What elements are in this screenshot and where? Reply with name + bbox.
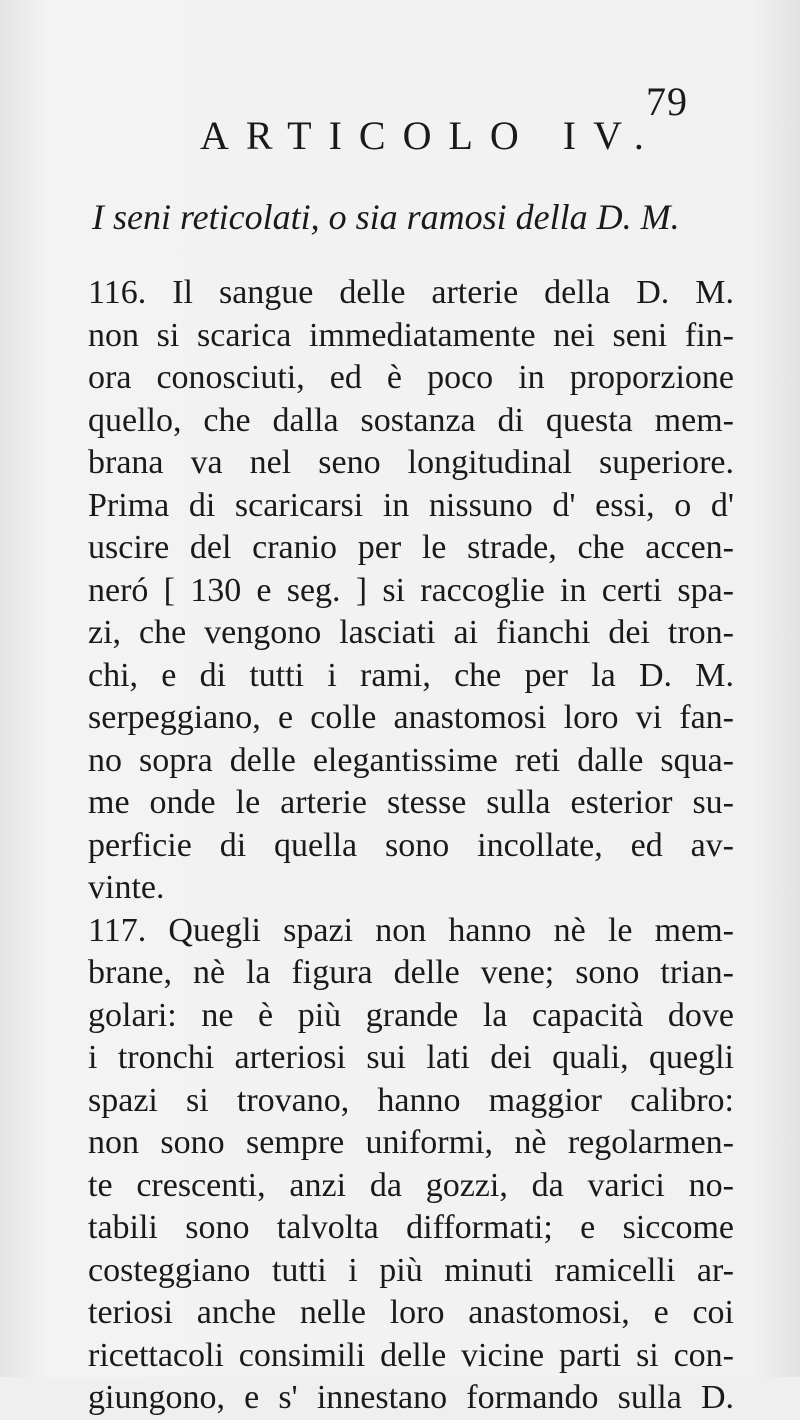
text-line: 116. Il sangue delle arterie della D. M. bbox=[88, 274, 734, 311]
text-line: me onde le arterie stesse sulla esterior su- bbox=[88, 784, 734, 821]
page-number: 79 bbox=[646, 79, 688, 124]
text-line: zi, che vengono lasciati ai fianchi dei tron- bbox=[88, 614, 734, 651]
text-line: ora conosciuti, ed è poco in proporzione bbox=[88, 359, 734, 396]
text-line: non sono sempre uniformi, nè regolarmen- bbox=[88, 1124, 734, 1161]
article-title: ARTICOLO IV. bbox=[200, 113, 661, 158]
body-text bbox=[88, 272, 734, 1420]
paragraph-116 bbox=[88, 272, 734, 910]
text-line: 117. Quegli spazi non hanno nè le mem- bbox=[88, 911, 734, 949]
text-line: quello, che dalla sostanza di questa mem- bbox=[88, 401, 734, 439]
text-line: non si scarica immediatamente nei seni fin- bbox=[88, 316, 734, 354]
paragraph-117 bbox=[88, 910, 734, 1420]
text-line: vinte. bbox=[88, 869, 165, 906]
text-line: neró [ 130 e seg. ] si raccoglie in certi spa- bbox=[88, 571, 734, 609]
article-subtitle: I seni reticolati, o sia ramosi della D. M. bbox=[92, 197, 680, 237]
text-line: i tronchi arteriosi sui lati dei quali, quegli bbox=[88, 1039, 734, 1076]
text-line: ricettacoli consimili delle vicine parti si con- bbox=[88, 1336, 734, 1374]
text-line: teriosi anche nelle loro anastomosi, e coi bbox=[88, 1294, 734, 1331]
text-line: brane, nè la figura delle vene; sono trian- bbox=[88, 954, 734, 991]
text-line: brana va nel seno longitudinal superiore. bbox=[88, 444, 734, 481]
text-line: uscire del cranio per le strade, che accen- bbox=[88, 529, 734, 566]
text-line: costeggiano tutti i più minuti ramicelli ar- bbox=[88, 1251, 734, 1289]
text-line: giungono, e s' innestano formando sulla D. bbox=[88, 1379, 734, 1416]
text-line: Prima di scaricarsi in nissuno d' essi, o d' bbox=[88, 486, 734, 524]
text-line: golari: ne è più grande la capacità dove bbox=[88, 996, 734, 1034]
text-line: tabili sono talvolta difformati; e siccome bbox=[88, 1209, 734, 1246]
text-line: serpeggiano, e colle anastomosi loro vi fan- bbox=[88, 699, 734, 736]
text-line: chi, e di tutti i rami, che per la D. M. bbox=[88, 656, 734, 694]
text-line: no sopra delle elegantissime reti dalle squa- bbox=[88, 741, 734, 779]
text-line: spazi si trovano, hanno maggior calibro: bbox=[88, 1081, 734, 1119]
text-line: perficie di quella sono incollate, ed av- bbox=[88, 826, 734, 864]
text-line: te crescenti, anzi da gozzi, da varici no- bbox=[88, 1166, 734, 1204]
